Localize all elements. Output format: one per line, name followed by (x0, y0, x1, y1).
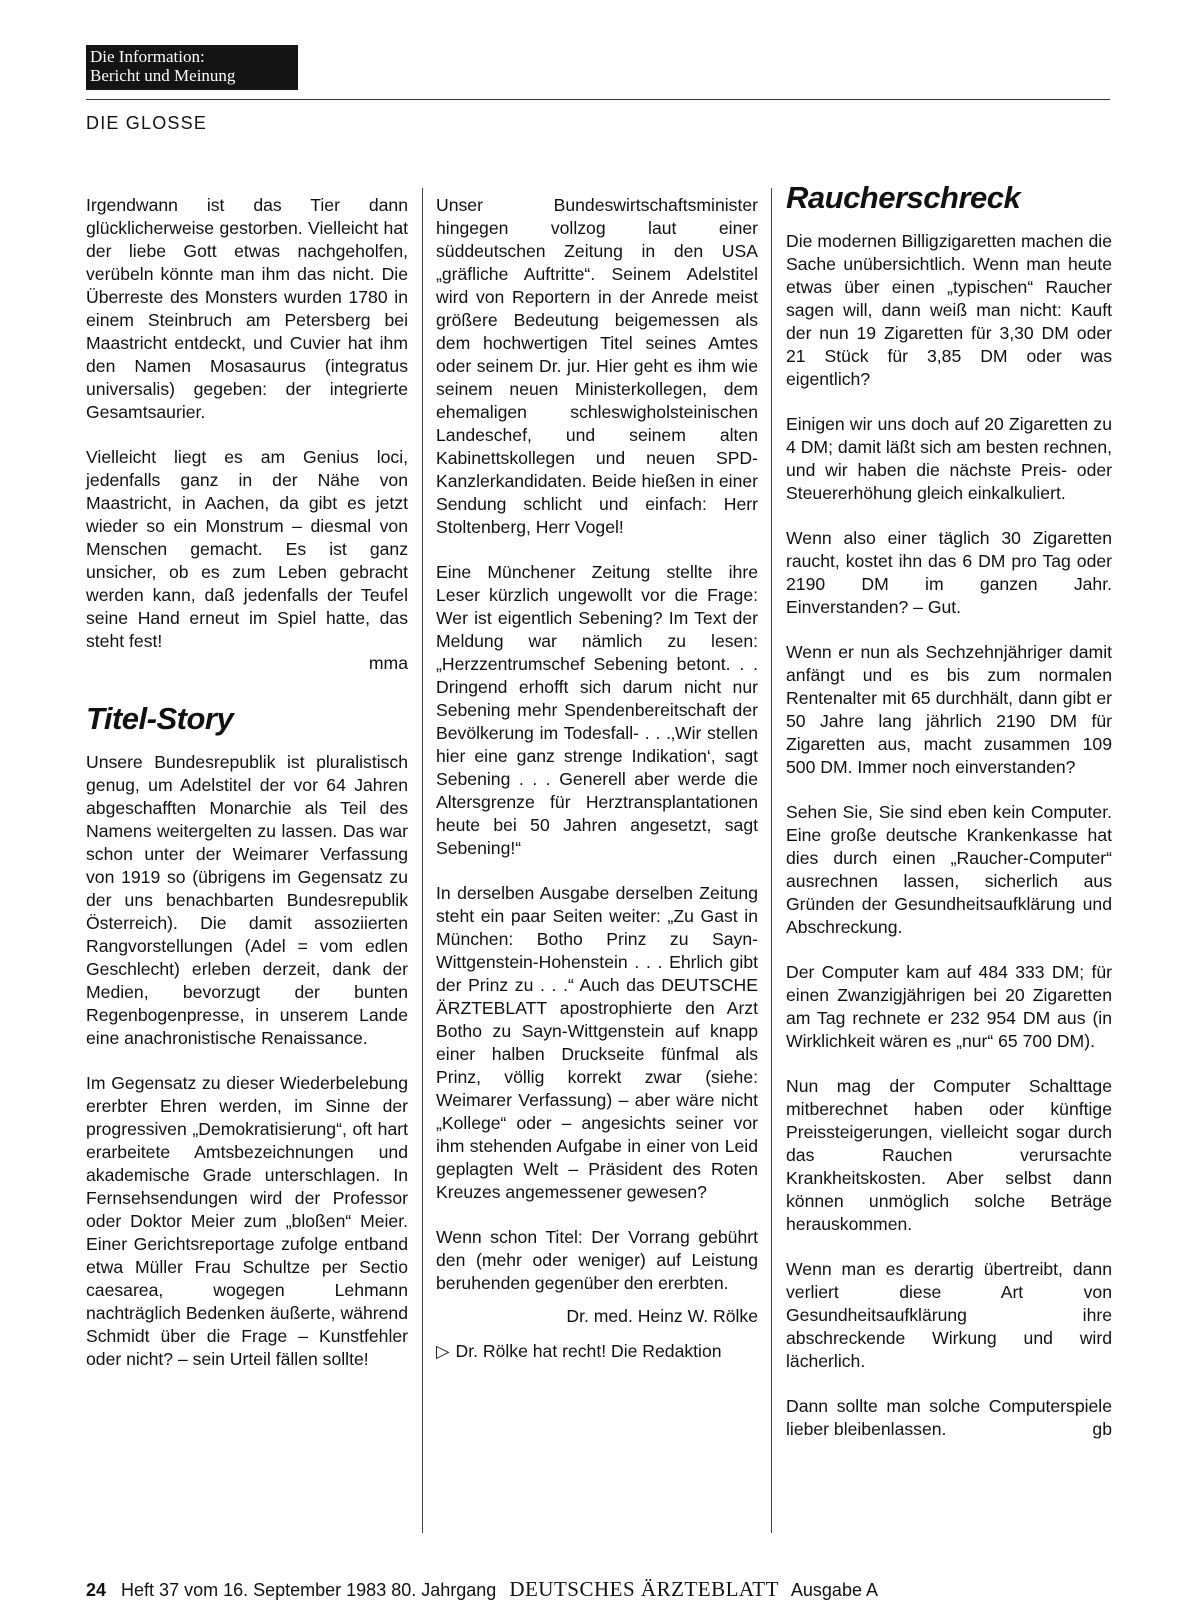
paragraph: Der Computer kam auf 484 333 DM; für einen Zwanzigjährigen bei 20 Zigaretten am Tag rechnete er 232 954 DM aus (in Wirklichkeit wären es „nur“ 65 700 DM). (786, 962, 1112, 1051)
paragraph: Wenn er nun als Sechzehnjähriger damit anfängt und es bis zum normalen Rentenalter mit 65 durchhält, dann gibt er 50 Jahre lang jährlich 2190 DM für Zigaretten aus, macht zusammen 109 500 DM. Immer noch einverstanden? (786, 642, 1112, 777)
editorial-note-text: Dr. Rölke hat recht! Die Redaktion (455, 1341, 722, 1361)
paragraph: In derselben Ausgabe derselben Zeitung steht ein paar Seiten weiter: „Zu Gast in München: Botho Prinz zu Sayn-Wittgenstein-Hohenstein . . . Ehrlich gibt der Prinz zu . . .“ Auch das DEUTSCHE ÄRZTEBLATT apostrophierte den Arzt Botho zu Sayn-Wittgenstein auf knapp einer halben Druckseite fünfmal als Prinz, völlig korrekt zwar (siehe: Weimarer Verfassung) – aber wäre nicht „Kollege“ oder – angesichts seiner vor ihm stehenden Aufgabe in einer von Leid geplagten Welt – Präsident des Roten Kreuzes angemessener gewesen? (436, 883, 758, 1202)
section-label: DIE GLOSSE (86, 113, 208, 133)
column-divider-1 (422, 188, 423, 1533)
publication-name: DEUTSCHES ÄRZTEBLATT (509, 1577, 779, 1601)
paragraph: Einigen wir uns doch auf 20 Zigaretten zu 4 DM; damit läßt sich am besten rechnen, und wir haben die nächste Preis- oder Steuererhöhung gleich einkalkuliert. (786, 414, 1112, 503)
paragraph: Dann sollte man solche Computerspiele lieber bleibenlassen. (786, 1396, 1112, 1439)
author-initials: mma (368, 653, 408, 673)
paragraph: Irgendwann ist das Tier dann glücklicherweise gestorben. Vielleicht hat der liebe Gott etwas nachgeholfen, verübeln könnte man ihm das nicht. Die Überreste des Monsters wurden 1780 in einem Steinbruch am Petersberg bei Maastricht entdeckt, und Cuvier hat ihm den Namen Mosasaurus (integratus universalis) gegeben: der integrierte Gesamtsaurier. (86, 195, 408, 422)
column-2 (436, 194, 758, 1385)
paragraph: Eine Münchener Zeitung stellte ihre Leser kürzlich ungewollt vor die Frage: Wer ist eigentlich Sebening? Im Text der Meldung war nämlich zu lesen: „Herzzentrumschef Sebening betont. . . Dringend erhofft sich darum nicht nur Sebening mehr Spendenbereitschaft der Bevölkerung im Todesfall- . . .‚Wir stellen hier eine ganz strenge Indikation‘, sagt Sebening . . . Generell aber werde die Altersgrenze für Herztransplantationen heute bei 50 Jahren angesetzt, sagt Sebening!“ (436, 562, 758, 858)
header-box-line1: Die Information: (90, 47, 205, 66)
issue-info: Heft 37 vom 16. September 1983 80. Jahrgang (121, 1580, 497, 1600)
page-footer (86, 1577, 878, 1602)
paragraph: Im Gegensatz zu dieser Wiederbelebung ererbter Ehren werden, im Sinne der progressiven „Demokratisierung“, oft hart erarbeitete Amtsbezeichnungen und akademische Grade unterschlagen. In Fernsehsendungen wird der Professor oder Doktor Meier zum „bloßen“ Meier. Einer Gerichtsreportage zufolge entband etwa Müller Frau Schultze per Sectio caesarea, wogegen Lehmann nachträglich Bedenken äußerte, während Schmidt über die Frage – Kunstfehler oder nicht? – sein Urteil fällen sollte! (86, 1073, 408, 1369)
article-heading-titel-story: Titel-Story (86, 701, 234, 736)
paragraph: Unser Bundeswirtschaftsminister hingegen vollzog laut einer süddeutschen Zeitung in den USA „gräfliche Auftritte“. Seinem Adelstitel wird von Reportern in der Anrede meist größere Bedeutung beigemessen als dem hochwertigen Titel seines Amtes oder seinem Dr. jur. Hier geht es ihm wie seinem neuen Ministerkollegen, dem ehemaligen schleswigholsteinischen Landeschef, und seinem alten Kabinettskollegen und neuen SPD-Kanzlerkandidaten. Beide hießen in einer Sendung schlicht und einfach: Herr Stoltenberg, Herr Vogel! (436, 195, 758, 537)
paragraph: Wenn man es derartig übertreibt, dann verliert diese Art von Gesundheitsaufklärung ihre abschreckende Wirkung und wird lächerlich. (786, 1259, 1112, 1371)
edition: Ausgabe A (790, 1580, 878, 1600)
author-signature: Dr. med. Heinz W. Rölke (566, 1306, 758, 1326)
column-1 (86, 194, 408, 1393)
paragraph: Die modernen Billigzigaretten machen die Sache unübersichtlich. Wenn man heute etwas über einen „typischen“ Raucher sagen will, dann weiß man nicht: Kauft der nun 19 Zigaretten für 3,30 DM oder 21 Stück für 3,85 DM oder was eigentlich? (786, 231, 1112, 389)
triangle-icon: ▷ (436, 1341, 450, 1361)
editorial-note (436, 1340, 758, 1363)
paragraph: Wenn schon Titel: Der Vorrang gebührt den (mehr oder weniger) auf Leistung beruhenden gegenüber den ererbten. (436, 1227, 758, 1293)
column-divider-2 (771, 188, 772, 1533)
section-header-box (86, 45, 298, 90)
column-3 (786, 180, 1112, 1467)
paragraph: Wenn also einer täglich 30 Zigaretten raucht, kostet ihn das 6 DM pro Tag oder 2190 DM im ganzen Jahr. Einverstanden? – Gut. (786, 528, 1112, 617)
paragraph: Sehen Sie, Sie sind eben kein Computer. Eine große deutsche Krankenkasse hat dies durch einen „Raucher-Computer“ ausrechnen lassen, sicherlich aus Gründen der Gesundheitsaufklärung und Abschreckung. (786, 802, 1112, 937)
paragraph: Nun mag der Computer Schalttage mitberechnet haben oder künftige Preissteigerungen, vielleicht sogar durch das Rauchen verursachte Krankheitskosten. Aber selbst dann können unmöglich solche Beträge herauskommen. (786, 1076, 1112, 1234)
article-heading-raucherschreck: Raucherschreck (786, 180, 1021, 215)
page-number: 24 (86, 1580, 107, 1600)
paragraph: Vielleicht liegt es am Genius loci, jedenfalls ganz in der Nähe von Maastricht, in Aachen, da gibt es jetzt wieder so ein Monstrum – diesmal von Menschen gemacht. Es ist ganz unsicher, ob es zum Leben gebracht werden kann, daß jedenfalls der Teufel seine Hand erneut im Spiel hatte, das steht fest! (86, 447, 408, 651)
header-box-line2: Bericht und Meinung (90, 66, 236, 85)
paragraph: Unsere Bundesrepublik ist pluralistisch genug, um Adelstitel der vor 64 Jahren abgeschafften Monarchie als Teil des Namens weitergelten zu lassen. Das war schon unter der Weimarer Verfassung von 1919 so (übrigens im Gegensatz zu der uns benachbarten Bundesrepublik Österreich). Die damit assoziierten Rangvorstellungen (Adel = vom edlen Geschlecht) erleben derzeit, dank der Medien, bevorzugt der bunten Regenbogenpresse, in unserem Lande eine anachronistische Renaissance. (86, 752, 408, 1048)
top-rule (86, 99, 1110, 100)
author-initials: gb (1092, 1419, 1112, 1439)
